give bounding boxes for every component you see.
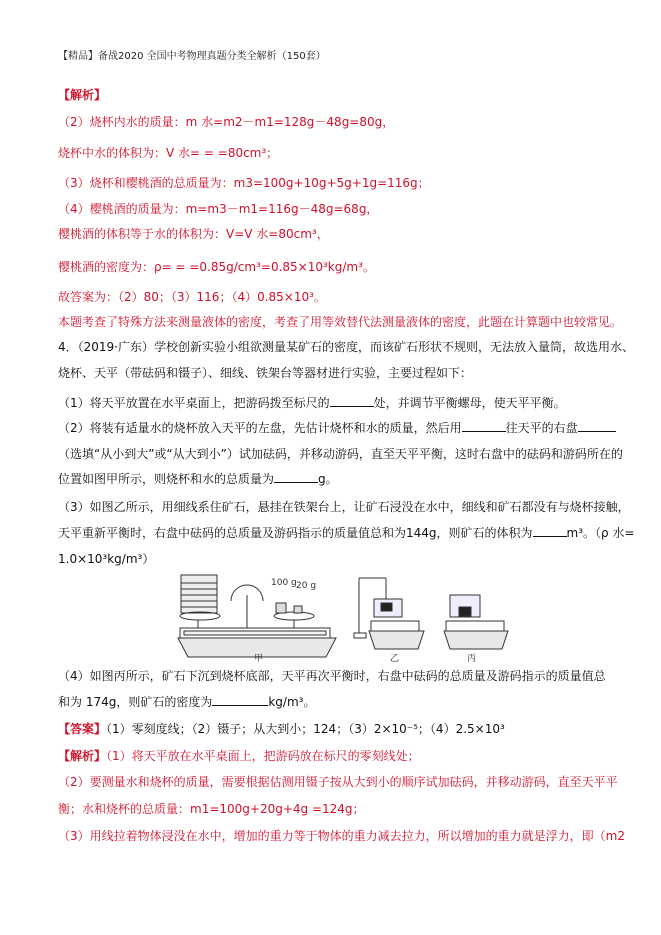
weight-label-100g: 100 g xyxy=(271,578,297,588)
analysis2-line-1 xyxy=(58,748,420,764)
question-text: 处，并调节平衡螺母，使天平平衡。 xyxy=(373,396,566,410)
analysis-line-8: 本题考查了特殊方法来测量液体的密度，考查了用等效替代法测量液体的密度，此题在计算题中也较常见。 xyxy=(58,315,623,329)
analysis2-line-3: 衡；水和烧杯的总质量：m1=100g+20g+4g =124g； xyxy=(58,802,365,816)
analysis2-label: 【解析】 xyxy=(58,749,107,763)
analysis-label: 【解析】 xyxy=(58,88,107,102)
analysis-line-3: （3）烧杯和樱桃酒的总质量为：m3=100g+10g+5g+1g=116g； xyxy=(58,176,430,190)
question-line-8 xyxy=(58,525,635,541)
answer-blank xyxy=(330,395,374,407)
weight-label-20g: 20 g xyxy=(296,581,317,591)
answer-line xyxy=(58,721,505,737)
question-text: （1）将天平放置在水平桌面上，把游码拨至标尺的 xyxy=(58,396,330,410)
question-text: m³。（ρ 水= xyxy=(566,526,635,540)
answer-blank xyxy=(274,471,318,483)
answer-blank xyxy=(533,525,567,537)
analysis-line-4: （4）樱桃酒的质量为：m=m3－m1=116g－48g=68g， xyxy=(58,202,379,216)
answer-text: （1）零刻度线；（2）镊子；从大到小；124；（3）2×10⁻⁵；（4）2.5×10³ xyxy=(106,722,505,736)
question-line-11 xyxy=(58,694,315,710)
question-text: （2）将装有适量水的烧杯放入天平的左盘，先估计烧杯和水的质量，然后用 xyxy=(58,421,462,435)
figure-label-yi: 乙 xyxy=(390,654,400,664)
question-text: 和为 174g，则矿石的密度为 xyxy=(58,695,213,709)
question-line-9: 1.0×10³kg/m³） xyxy=(58,552,155,566)
analysis2-text: （1）将天平放在水平桌面上，把游码放在标尺的零刻线处； xyxy=(106,749,420,763)
answer-blank xyxy=(212,694,268,706)
question-text: g。 xyxy=(318,472,338,486)
document-header: 【精品】备战2020 全国中考物理真题分类全解析（150套） xyxy=(58,51,326,62)
figure-label-bing: 丙 xyxy=(467,654,477,664)
analysis-line-7: 故答案为：（2）80；（3）116；（4）0.85×10³。 xyxy=(58,290,326,304)
analysis-line-1: （2）烧杯内水的质量：m 水=m2－m1=128g－48g=80g， xyxy=(58,115,395,129)
analysis-line-2: 烧杯中水的体积为：V 水= = =80cm³； xyxy=(58,146,279,160)
question-line-5: （选填“从小到大”或“从大到小”）试加砝码，并移动游码，直至天平平衡，这时右盘中的砝码和游码所在的 xyxy=(58,447,623,461)
figure-label-jia: 甲 xyxy=(254,654,264,664)
question-text: kg/m³。 xyxy=(268,695,316,709)
question-line-7: （3）如图乙所示，用细线系住矿石，悬挂在铁架台上，让矿石浸没在水中，细线和矿石都没有与烧杯接触， xyxy=(58,500,630,514)
answer-label: 【答案】 xyxy=(58,722,107,736)
question-line-2: 烧杯、天平（带砝码和镊子）、细线、铁架台等器材进行实验，主要过程如下： xyxy=(58,366,473,380)
analysis2-line-4: （3）用线拉着物体浸没在水中，增加的重力等于物体的重力减去拉力，所以增加的重力就是浮力，即（m2 xyxy=(58,829,625,843)
answer-blank xyxy=(578,420,616,432)
analysis2-line-2: （2）要测量水和烧杯的质量，需要根据估测用镊子按从大到小的顺序试加砝码，并移动游码，直至天平平 xyxy=(58,775,618,789)
question-line-3 xyxy=(58,395,566,411)
analysis-line-5: 樱桃酒的体积等于水的体积为：V=V 水=80cm³， xyxy=(58,227,329,241)
analysis-line-6: 樱桃酒的密度为：ρ= = =0.85g/cm³=0.85×10³kg/m³。 xyxy=(58,260,375,274)
question-text: 天平重新平衡时，右盘中砝码的总质量及游码指示的质量值总和为144g，则矿石的体积为 xyxy=(58,526,533,540)
question-text: 往天平的右盘 xyxy=(505,421,578,435)
question-text: 位置如图甲所示，则烧杯和水的总质量为 xyxy=(58,472,275,486)
answer-blank xyxy=(462,420,506,432)
question-line-1: 4．（2019·广东）学校创新实验小组欲测量某矿石的密度，而该矿石形状不规则，无法放入量筒，故选用水、 xyxy=(58,340,634,354)
question-line-6 xyxy=(58,471,338,487)
question-line-4 xyxy=(58,420,616,436)
experiment-figure xyxy=(176,573,521,666)
question-line-10: （4）如图丙所示，矿石下沉到烧杯底部，天平再次平衡时，右盘中砝码的总质量及游码指示的质量值总 xyxy=(58,669,606,683)
